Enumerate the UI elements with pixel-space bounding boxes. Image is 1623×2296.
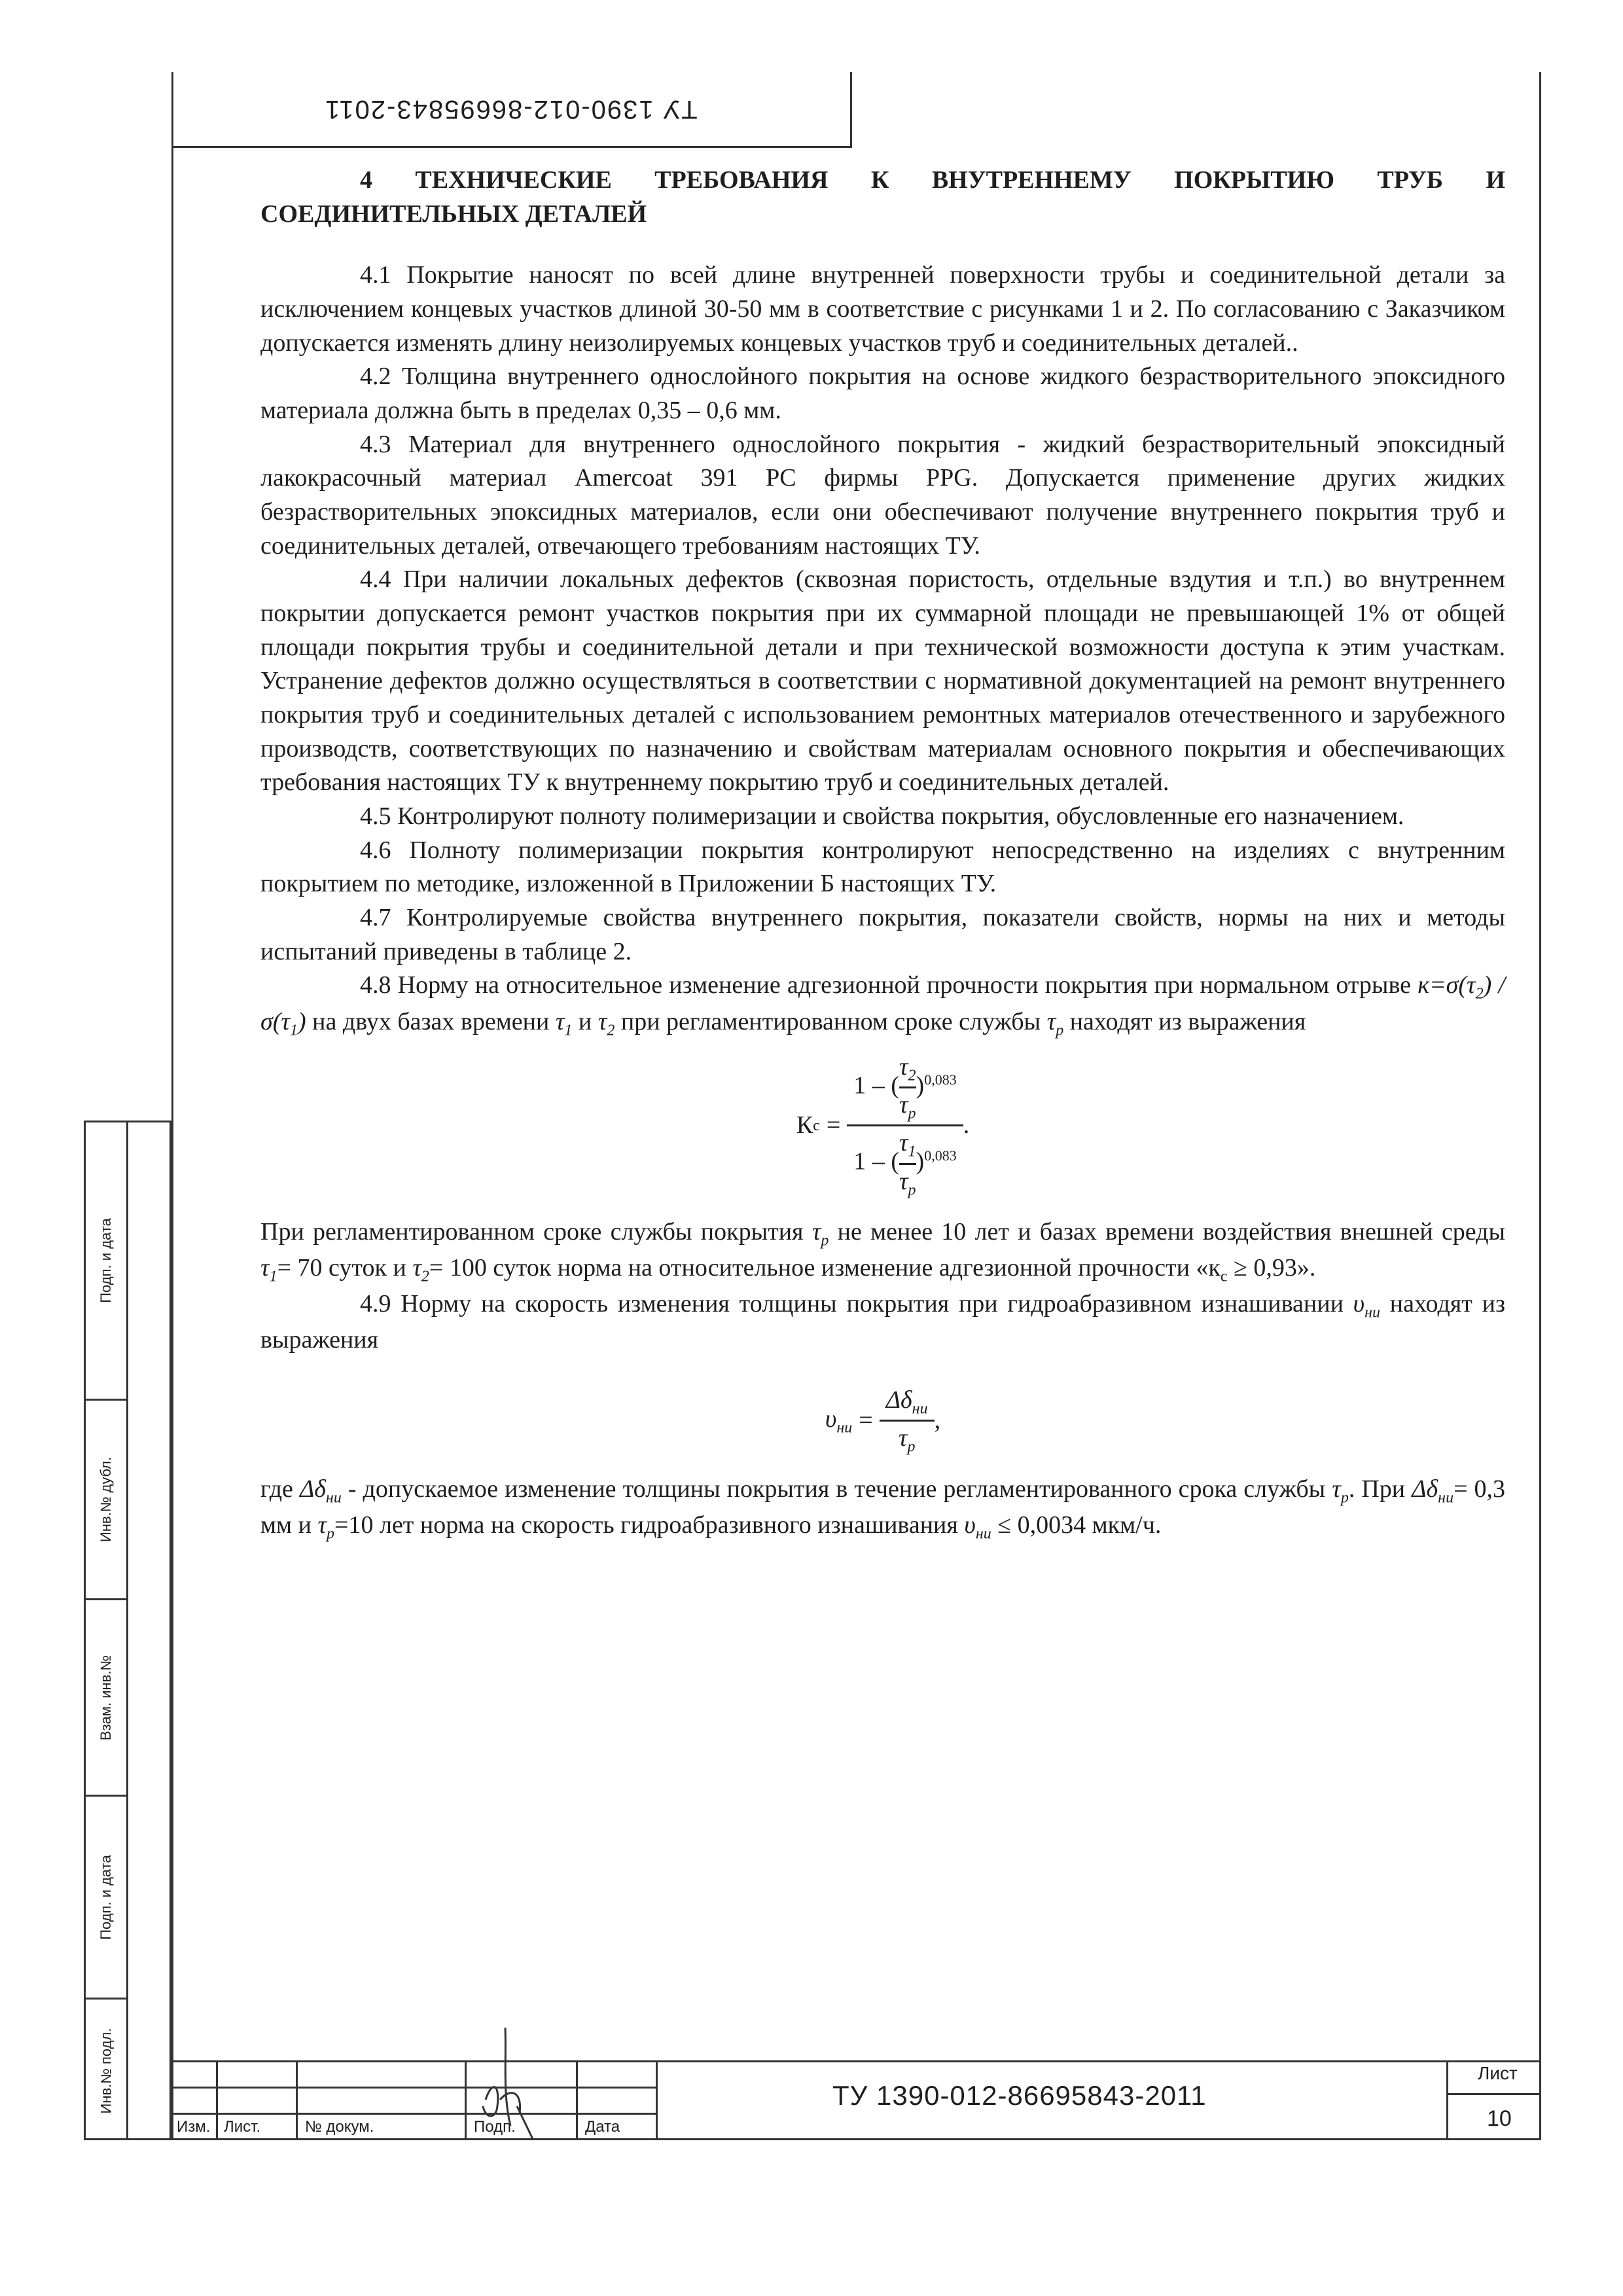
t2-value: = 100 суток норма на относительное изменение адгезионной прочности «к [429,1253,1221,1282]
formula-kc-numerator [847,1050,963,1124]
section-title: 4 ТЕХНИЧЕСКИЕ ТРЕБОВАНИЯ К ВНУТРЕННЕМУ ПОКРЫТИЮ ТРУБ И СОЕДИНИТЕЛЬНЫХ ДЕТАЛЕЙ [260,166,1505,228]
formula-kc-denominator [847,1126,963,1200]
p4-9-text-a: 4.9 Норму на скорость изменения толщины покрытия при гидроабразивном изнашивании [360,1290,1344,1318]
paragraph-4-7: 4.7 Контролируемые свойства внутреннего покрытия, показатели свойств, нормы на них и методы испытаний приведены в таблице 2. [260,904,1505,965]
side-cell-sign-date-1 [86,1122,126,1401]
paragraph-4-8: 4.8 Норму на относительное изменение адгезионной прочности покрытия при нормальном отрыве $к=\sigma(\tau_2) / \sigma(\tau_1)$ на двух базах времени $\tau_1$ и $\tau_2$ при регламентированном сроке службы $\tau_р$ находят из выражения [260,971,1506,1039]
side-stamp [84,1121,171,2140]
k-ratio-expr: к=σ(τ [1418,971,1476,999]
after-formula-text-2: не менее 10 лет и базах времени воздействия внешней среды [837,1217,1506,1246]
formula-kc-lhs-sub: с [813,1117,820,1134]
den-close: ) [916,1147,925,1175]
paragraph-where: где $\Delta\delta_{ни}$ - допускаемое изменение толщины покрытия в течение регламентированного срока службы $\tau_р$. При $\Delta\delta_{ни}= 0,3$ мм и $\tau_р=10$ лет норма на скорость гидроабразивного изнашивания $\upsilon_{ни} \le 0,0034$ мкм/ч. [260,1475,1506,1543]
p4-8-text-b: на двух базах времени [312,1007,550,1035]
side-label-3: Взам. инв.№ [98,1655,114,1740]
where-text-a: где [260,1475,293,1503]
paragraph-4-3: 4.3 Материал для внутреннего однослойного покрытия - жидкий безрастворительный эпоксидный лакокрасочный материал Amercoat 391 PC фирмы PPG. Допускается применение других жидких безрастворительных эпоксидных материалов, если они обеспечивают получение внутреннего покрытия труб и соединительных деталей, отвечающего требованиям настоящих ТУ. [260,430,1505,560]
num-one-minus: 1 – ( [853,1071,899,1100]
p4-8-text-d: находят из выражения [1069,1007,1306,1035]
formula-wear-lhs: υ [825,1405,837,1433]
paragraph-4-2: 4.2 Толщина внутреннего однослойного покрытия на основе жидкого безрастворительного эпоксидного материала должна быть в пределах 0,35 – 0,6 мм. [260,363,1505,425]
header-stamp [171,72,852,148]
p4-8-text-a: 4.8 Норму на относительное изменение адгезионной прочности покрытия при нормальном отрыве [360,971,1412,999]
tb-label-date: Дата [585,2118,620,2136]
tb-label-sign: Подп. [474,2118,516,2136]
where-text-f: ≤ 0,0034 мкм/ч. [997,1511,1162,1539]
p4-9-text-b: находят из выражения [260,1290,1505,1354]
den-taup: τ [899,1167,908,1195]
header-stamp-text: ТУ 1390-012-86695843-2011 [324,95,698,124]
paragraph-after-formula: При регламентированном сроке службы покрытия $\tau_р$ не менее 10 лет и базах времени воздействия внешней среды $\tau_1= 70$ суток и $\tau_2= 100$ суток норма на относительное изменение адгезионной прочности «$к_с \ge 0,93$». [260,1217,1506,1285]
side-label-2: Инв.№ дубл. [98,1456,114,1543]
side-cell-replace-inv [86,1600,126,1797]
side-cell-dup-inv [86,1401,126,1600]
formula-wear-rate [260,1384,1505,1458]
kc-value: ≥ 0,93». [1234,1253,1316,1282]
formula-wear-lhs-sub: ни [836,1419,853,1437]
paragraph-4-6: 4.6 Полноту полимеризации покрытия контролируют непосредственно на изделиях с внутренним покрытием по методике, изложенной в Приложении Б настоящих ТУ. [260,836,1505,898]
where-text-e: =10 лет норма на скорость гидроабразивного изнашивания [334,1511,958,1539]
den-one-minus: 1 – ( [853,1147,899,1175]
num-taup-sub: р [908,1105,916,1122]
tb-doc-code: ТУ 1390-012-86695843-2011 [832,2080,1207,2111]
num-tau2: τ [899,1052,908,1081]
side-cell-orig-inv [86,2000,126,2142]
t1-value: = 70 суток и [277,1253,406,1282]
num-taup: τ [899,1091,908,1119]
den-tau1-sub: 1 [908,1143,916,1160]
tb-label-change: Изм. [177,2118,211,2136]
formula-kc-fraction [847,1050,963,1201]
tb-sheet-number: 10 [1487,2106,1512,2131]
paragraph-4-9: 4.9 Норму на скорость изменения толщины покрытия при гидроабразивном изнашивании $\upsilon_{ни}$ находят из выражения [260,1290,1505,1354]
side-label-1: Подп. и дата [98,1218,114,1303]
side-label-4: Подп. и дата [98,1854,114,1940]
formula-kc-eq: = [826,1111,841,1139]
after-formula-text-1: При регламентированном сроке службы покрытия [260,1217,804,1246]
title-block [171,2060,1541,2140]
formula-wear-num: Δδ [885,1386,912,1414]
signature-mark [459,2021,564,2139]
formula-wear-num-sub: ни [912,1400,928,1418]
den-taup-sub: р [908,1181,916,1199]
formula-kc [260,1050,1505,1201]
document-body [260,164,1505,1545]
den-tau1: τ [899,1129,908,1157]
formula-wear-den-sub: р [907,1438,916,1456]
formula-wear-eq: = [859,1406,873,1434]
formula-kc-end: . [963,1111,970,1139]
side-cell-sign-date-2 [86,1797,126,2000]
num-exp: 0,083 [924,1071,957,1088]
num-close: ) [916,1071,925,1100]
num-tau2-sub: 2 [908,1067,916,1085]
where-text-b: - допускаемое изменение толщины покрытия в течение регламентированного срока службы [348,1475,1326,1503]
formula-wear-fraction [880,1384,935,1458]
where-text-c: . При [1348,1475,1406,1503]
formula-wear-den: τ [898,1424,908,1452]
p4-8-text-c: при регламентированном сроке службы [620,1007,1041,1035]
tb-label-sheet: Лист. [224,2118,261,2136]
tb-sheet-label: Лист [1478,2063,1518,2083]
formula-wear-end: , [934,1406,941,1434]
tb-label-docnum: № докум. [305,2118,374,2136]
paragraph-4-1: 4.1 Покрытие наносят по всей длине внутренней поверхности трубы и соединительной детали за исключением концевых участков длиной 30-50 мм в соответствие с рисунками 1 и 2. По согласованию с Заказчиком допускается изменять длину неизолируемых концевых участков труб и соединительных деталей.. [260,261,1505,357]
paragraph-4-4: 4.4 При наличии локальных дефектов (сквозная пористость, отдельные вздутия и т.п.) во внутреннем покрытии допускается ремонт участков покрытия при их суммарной площади не превышающей 1% от общей площади покрытия трубы и соединительной детали и при технической возможности доступа к этим участкам. Устранение дефектов должно осуществляться в соответствии с нормативной документацией на ремонт внутреннего покрытия труб и соединительных деталей с использованием ремонтных материалов отечественного и зарубежного производств, соответствующих по назначению и свойствам материалам основного покрытия и обеспечивающих требования настоящих ТУ к внутреннему покрытию труб и соединительных деталей. [260,565,1505,797]
paragraph-4-5: 4.5 Контролируют полноту полимеризации и свойства покрытия, обусловленные его назначением. [360,802,1404,831]
formula-kc-lhs: К [796,1111,813,1139]
side-label-5: Инв.№ подл. [98,2028,114,2114]
den-exp: 0,083 [924,1147,957,1164]
where-text-d: = 0,3 мм и [260,1475,1506,1539]
